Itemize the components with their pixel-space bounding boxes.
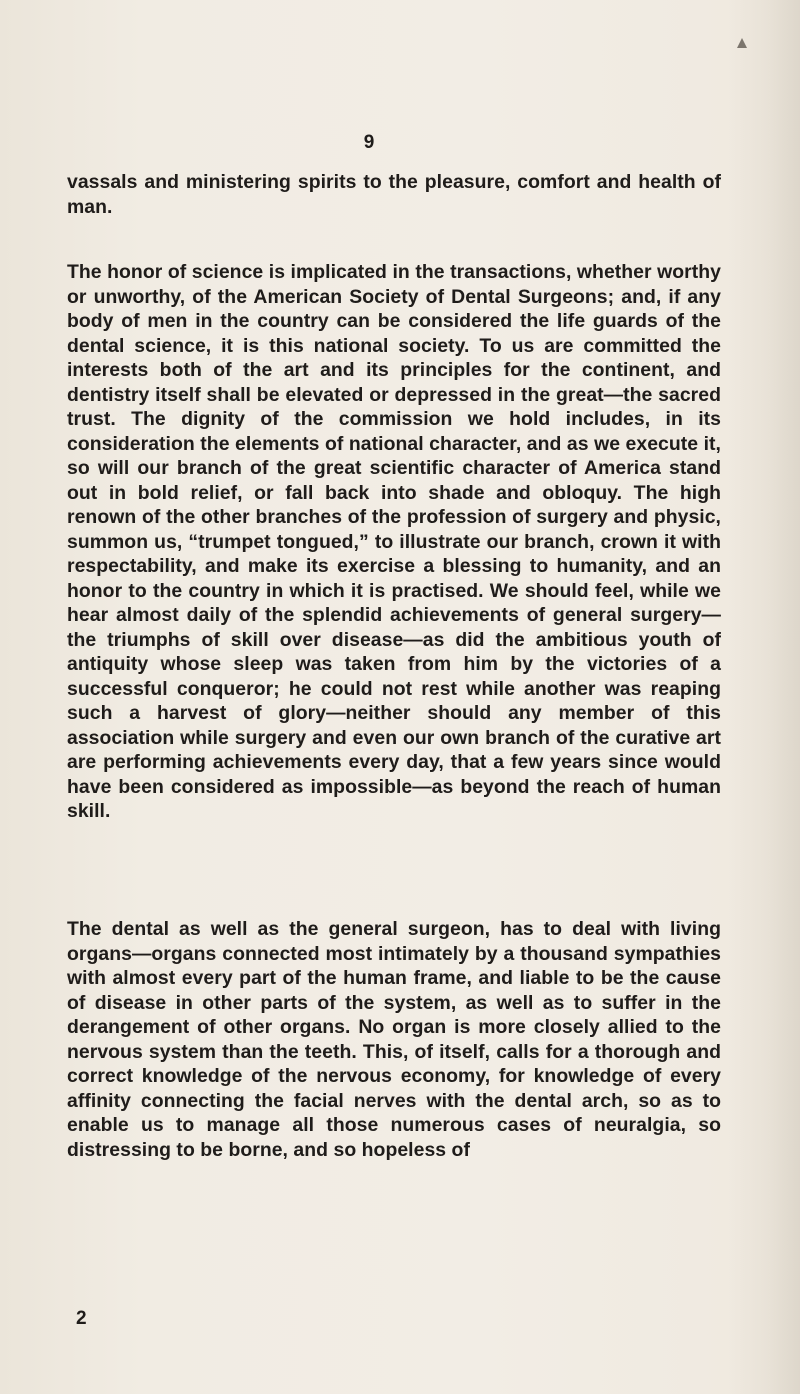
page-corner-mark [737,38,747,48]
signature-mark: 2 [76,1308,87,1329]
paragraph-2: The honor of science is implicated in the transactions, whether worthy or unworthy, of the American Society of Dental Surgeons; and, if any body of men in the country can be considered the life guards of the dental science, it is this national society. To us are committed the interests both of the art and its principles for the continent, and dentistry itself shall be elevated or depressed in the great—the sacred trust. The dignity of the commission we hold includes, in its consideration the elements of national character, and as we execute it, so will our branch of the great scientific character of America stand out in bold relief, or fall back into shade and obloquy. The high renown of the other branches of the profession of surgery and physic, summon us, “trumpet tongued,” to illustrate our branch, crown it with respectability, and make its exercise a blessing to humanity, and an honor to the country in which it is practised. We should feel, while we hear almost daily of the splendid achievements of general surgery—the triumphs of skill over disease—as did the ambitious youth of antiquity whose sleep was taken from him by the victories of a successful conqueror; he could not rest while another was reaping such a harvest of glory—neither should any member of this association while surgery and even our own branch of the curative art are performing achievements every day, that a few years since would have been considered as impossible—as beyond the reach of human skill. [67,261,721,822]
page-number: 9 [363,132,375,153]
paragraph-1: vassals and ministering spirits to the pleasure, comfort and health of man. [67,171,721,218]
paragraph-3: The dental as well as the general surgeon, has to deal with living organs—organs connected most intimately by a thousand sympathies with almost every part of the human frame, and liable to be the cause of disease in other parts of the system, as well as to suffer in the derangement of other organs. No organ is more closely allied to the nervous system than the teeth. This, of itself, calls for a thorough and correct knowledge of the nervous economy, for knowledge of every affinity connecting the facial nerves with the dental arch, so as to enable us to manage all those numerous cases of neuralgia, so distressing to be borne, and so hopeless of [67,918,721,1161]
page-edge-shadow [728,0,800,1394]
